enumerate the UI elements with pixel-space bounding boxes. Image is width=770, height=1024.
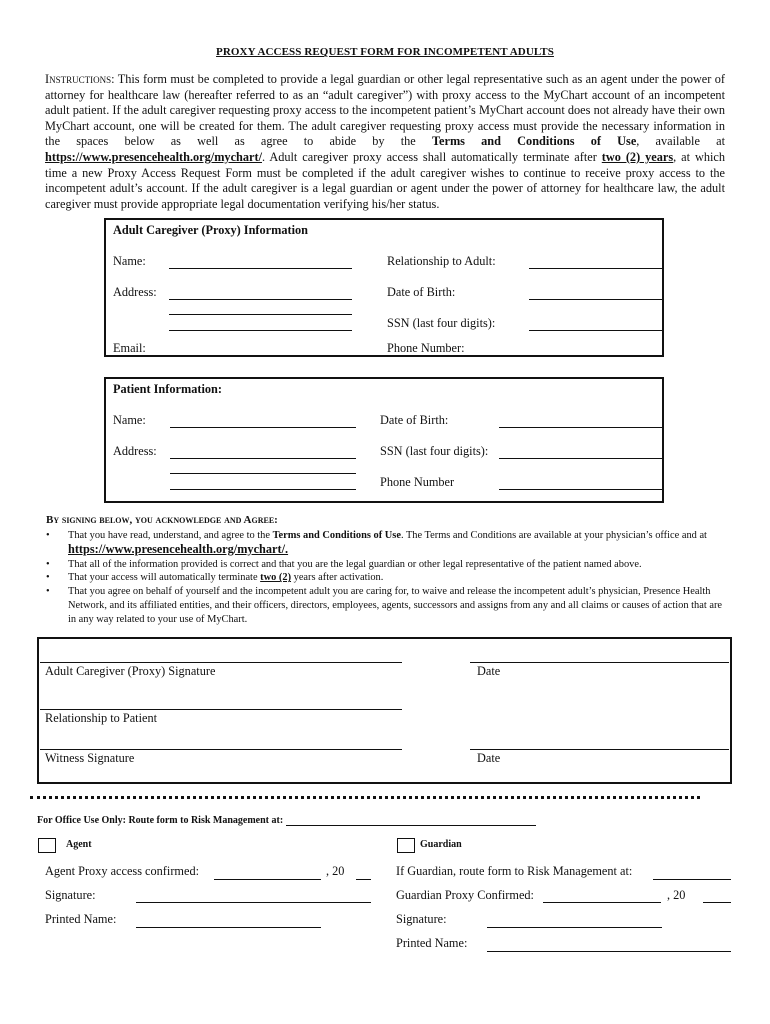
patient-dob-field[interactable] [499,427,662,428]
agent-confirmed-date-field[interactable] [214,879,321,880]
witness-signature-field[interactable] [40,749,402,750]
date-label-1: Date [477,664,501,678]
caregiver-section-header: Adult Caregiver (Proxy) Information [113,223,309,237]
guardian-signature-label: Signature: [396,912,447,926]
caregiver-name-label: Name: [113,254,146,268]
office-use-label: For Office Use Only: Route form to Risk Management at: [37,815,284,826]
date-field-1[interactable] [470,662,729,663]
patient-phone-label: Phone Number [380,475,455,489]
patient-address-field-2[interactable] [170,473,356,474]
terms-link[interactable]: Terms and Conditions of Use [431,134,637,149]
patient-address-label: Address: [113,444,157,458]
ack-3-post: years after activation. [291,572,384,584]
guardian-year-prefix: , 20 [667,888,686,902]
acknowledge-heading: By signing below, you acknowledge and Agree: [46,514,278,526]
caregiver-dob-field[interactable] [529,299,662,300]
caregiver-address-field-1[interactable] [169,299,352,300]
instructions-text-1: This form must be completed to provide a legal guardian or other legal representative such as an agent under the power of attorney for healthcare law (hereafter referred to as an “adult caregiver”) with proxy access to the MyChart account of an incompetent adult patient. If the adult caregiver requesting proxy access to the incompetent patient’s MyChart account does not already have their own MyChart account, one will be created for them. The adult caregiver requesting proxy access must provide the necessary information in the spaces below as well as agree to abide by the [45,72,725,149]
guardian-route-label: If Guardian, route form to Risk Management at: [396,864,633,878]
caregiver-signature-field[interactable] [40,662,402,663]
instructions-text-3: . Adult caregiver proxy access shall automatically terminate after [262,149,602,164]
agent-signature-label: Signature: [45,888,96,902]
acknowledge-item: • That all of the information provided is correct and that you are the legal guardian or other legal representative of the patient named above. [46,558,642,570]
agent-signature-field[interactable] [136,902,371,903]
patient-ssn-label: SSN (last four digits): [380,444,489,458]
caregiver-relationship-field[interactable] [529,268,662,269]
acknowledge-item: • That you agree on behalf of yourself and the incompetent adult you are caring for, to waive and release the incompetent adult’s physician, Presence Health Network, and its affiliated entities, and their officers, directors, employees, agents, successors and assigns from any and all claims or causes of action that are in any way related to your use of MyChart. [46,586,723,625]
patient-ssn-field[interactable] [499,458,662,459]
caregiver-email-label: Email: [113,341,146,355]
ack-1-text: That you have read, understand, and agree to the [68,530,273,541]
guardian-route-field[interactable] [653,879,731,880]
ack-3-text: That your access will automatically terminate [68,572,261,584]
agent-year-field[interactable] [356,879,371,880]
guardian-checkbox-label: Guardian [420,839,462,850]
guardian-printed-name-label: Printed Name: [396,936,468,950]
witness-signature-label: Witness Signature [45,751,135,765]
patient-section-header: Patient Information: [113,382,222,396]
caregiver-name-field[interactable] [169,268,352,269]
ack-terms-link[interactable]: Terms and Conditions of Use [272,530,401,541]
patient-name-field[interactable] [170,427,356,428]
ack-4-text: That you agree on behalf of yourself and the incompetent adult you are caring for, to waive and release the incompetent adult’s physician, Presence Health Network, and its affiliated entities, and their officers, directors, employees, agents, successors and assigns from any and all claims or causes of action that are in any way related to your use of MyChart. [68,586,723,625]
caregiver-ssn-label: SSN (last four digits): [387,316,496,330]
caregiver-relationship-label: Relationship to Adult: [387,254,496,268]
instructions-label: Instructions [45,72,112,86]
cut-line-divider [30,796,700,799]
caregiver-signature-label: Adult Caregiver (Proxy) Signature [45,664,216,678]
caregiver-info-box [104,218,664,357]
caregiver-email-field[interactable] [169,355,352,356]
agent-checkbox-label: Agent [66,839,92,850]
caregiver-dob-label: Date of Birth: [387,285,456,299]
guardian-signature-field[interactable] [487,927,662,928]
agent-printed-name-field[interactable] [136,927,321,928]
acknowledge-list [46,529,726,627]
date-label-2: Date [477,751,501,765]
patient-name-label: Name: [113,413,146,427]
guardian-checkbox[interactable] [397,838,415,853]
guardian-confirmed-label: Guardian Proxy Confirmed: [396,888,534,902]
guardian-year-field[interactable] [703,902,731,903]
acknowledge-item: • That your access will automatically terminate two (2) years after activation. [46,572,384,584]
ack-2-text: That all of the information provided is correct and that you are the legal guardian or other legal representative of the patient named above. [68,558,642,570]
caregiver-address-field-3[interactable] [169,330,352,331]
caregiver-address-field-2[interactable] [169,314,352,315]
ack-1-mid: . The Terms and Conditions are available at your physician’s office and at [400,530,707,541]
guardian-confirmed-date-field[interactable] [543,902,661,903]
relationship-label: Relationship to Patient [45,711,158,725]
form-title: PROXY ACCESS REQUEST FORM FOR INCOMPETENT ADULTS [216,46,554,58]
instructions-paragraph: Instructions: This form must be completed to provide a legal guardian or other legal representative such as an agent under the power of attorney for healthcare law (hereafter referred to as an “adult caregiver”) with proxy access to the MyChart account of an incompetent adult patient. If the adult caregiver requesting proxy access to the incompetent patient’s MyChart account does not already have their own MyChart account, one will be created for them. The adult caregiver requesting proxy access must provide the necessary information in the spaces below as well as agree to abide by the Terms and Conditions of Use, available at https://www.presencehealth.org/mychart/. Adult caregiver proxy access shall automatically terminate after two (2) years, at which time a new Proxy Access Request Form must be completed if the adult caregiver wishes to continue to receive proxy access to the incompetent adult’s account. If the adult caregiver is a legal guardian or agent under the power of attorney for healthcare law, the adult caregiver must provide appropriate legal documentation verifying his/her status. [45,72,725,211]
two-years-term: two (2) years [601,149,674,164]
patient-dob-label: Date of Birth: [380,413,449,427]
agent-year-prefix: , 20 [326,864,345,878]
agent-confirmed-label: Agent Proxy access confirmed: [45,864,200,878]
caregiver-phone-label: Phone Number: [387,341,465,355]
ack-url-link[interactable]: https://www.presencehealth.org/mychart/. [68,541,289,556]
instructions-text-2: , available at [636,134,725,149]
agent-checkbox[interactable] [38,838,56,853]
caregiver-address-label: Address: [113,285,157,299]
caregiver-ssn-field[interactable] [529,330,662,331]
ack-3-years: two (2) [260,572,292,584]
mychart-url-link[interactable]: https://www.presencehealth.org/mychart/ [45,149,262,164]
guardian-printed-name-field[interactable] [487,951,731,952]
patient-phone-field[interactable] [499,489,662,490]
acknowledge-item: • That you have read, understand, and agree to the Terms and Conditions of Use. The Terms and Conditions are available at your physician’s office and at https://www.presencehealth.org/mychart/. [46,530,707,556]
instructions-text-4: , at which time a new Proxy Access Request Form must be completed if the adult caregiver wishes to continue to receive proxy access to the incompetent adult’s account. If the adult caregiver is a legal guardian or agent under the power of attorney for healthcare law, the adult caregiver must provide appropriate legal documentation verifying his/her status. [45,149,725,211]
patient-address-field-1[interactable] [170,458,356,459]
agent-printed-name-label: Printed Name: [45,912,117,926]
risk-management-field[interactable] [286,825,536,826]
date-field-2[interactable] [470,749,729,750]
relationship-field[interactable] [40,709,402,710]
caregiver-phone-field[interactable] [529,355,662,356]
patient-address-field-3[interactable] [170,489,356,490]
